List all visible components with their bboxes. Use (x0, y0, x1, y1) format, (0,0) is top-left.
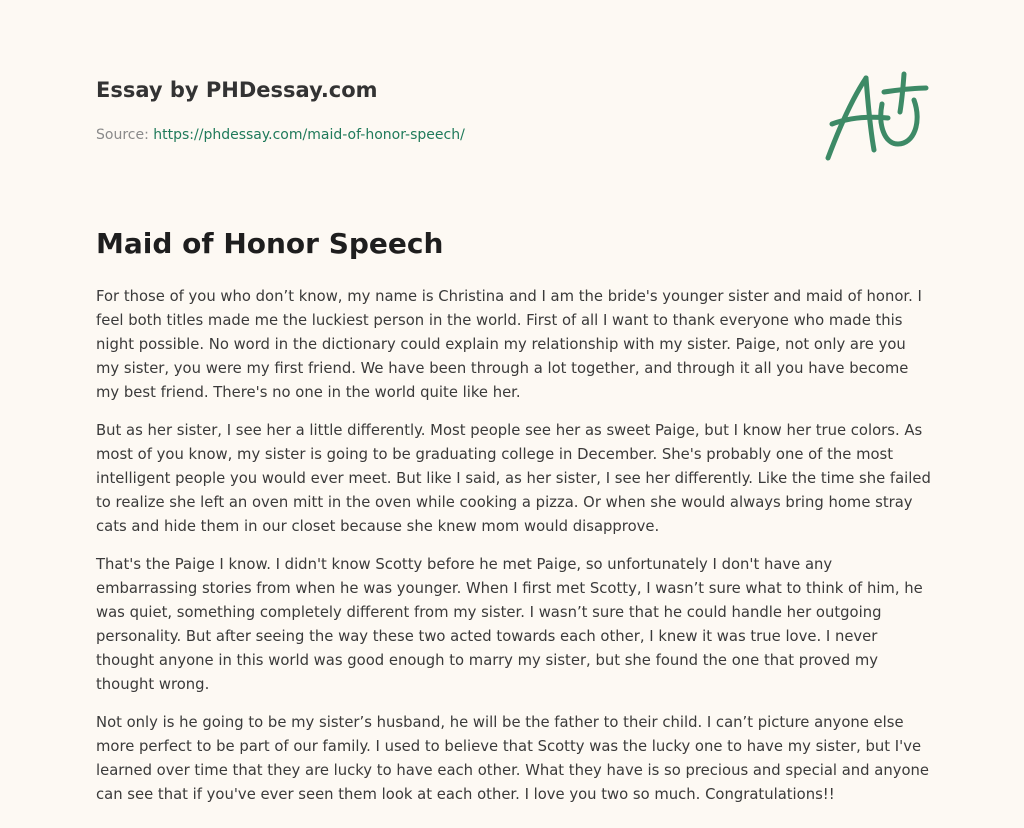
a-plus-grade-icon (818, 66, 930, 166)
paragraph: But as her sister, I see her a little differently. Most people see her as sweet Paige, but I know her true colors. As most of you know, my sister is going to be graduating college in December. She's probably one of the most intelligent people you would ever meet. But like I said, as her sister, I see her differently. Like the time she failed to realize she left an oven mitt in the oven while cooking a pizza. Or when she would always bring home stray cats and hide them in our closet because she knew mom would disapprove. (96, 422, 931, 535)
site-title: Essay by PHDessay.com (96, 78, 378, 102)
paragraph: Not only is he going to be my sister’s husband, he will be the father to their child. I can’t picture anyone else more perfect to be part of our family. I used to believe that Scotty was the lucky one to have my sister, but I've learned over time that they are lucky to have each other. What they have is so precious and special and anyone can see that if you've ever seen them look at each other. I love you two so much. Congratulations!! (96, 714, 930, 803)
source-label: Source: (96, 127, 149, 143)
essay-header (96, 76, 696, 145)
source-link[interactable]: https://phdessay.com/maid-of-honor-speech/ (153, 127, 465, 143)
source-line (96, 125, 696, 145)
paragraph: That's the Paige I know. I didn't know Scotty before he met Paige, so unfortunately I don't have any embarrassing stories from when he was younger. When I first met Scotty, I wasn’t sure what to think of him, he was quiet, something completely different from my sister. I wasn’t sure that he could handle her outgoing personality. But after seeing the way these two acted towards each other, I knew it was true love. I never thought anyone in this world was good enough to marry my sister, but she found the one that proved my thought wrong. (96, 556, 923, 693)
article-body (96, 285, 932, 821)
paragraph: For those of you who don’t know, my name is Christina and I am the bride's younger sister and maid of honor. I feel both titles made me the luckiest person in the world. First of all I want to thank everyone who made this night possible. No word in the dictionary could explain my relationship with my sister. Paige, not only are you my sister, you were my first friend. We have been through a lot together, and through it all you have become my best friend. There's no one in the world quite like her. (96, 288, 922, 401)
article-title: Maid of Honor Speech (96, 227, 444, 260)
